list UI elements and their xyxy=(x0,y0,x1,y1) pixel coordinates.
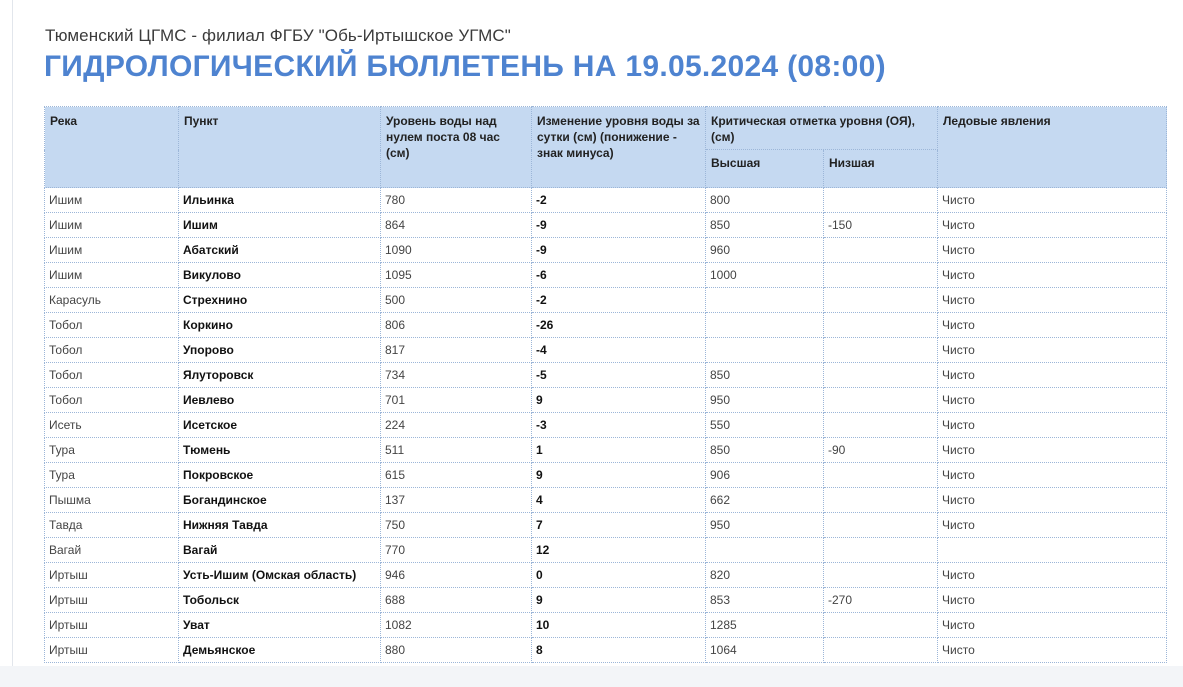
col-header-level: Уровень воды над нулем поста 08 час (см) xyxy=(381,107,532,188)
cell-level: 806 xyxy=(381,313,532,338)
cell-level: 1090 xyxy=(381,238,532,263)
cell-low: -90 xyxy=(824,438,938,463)
table-row xyxy=(45,338,1167,363)
table-body xyxy=(45,188,1167,663)
cell-ice xyxy=(938,538,1167,563)
cell-change: 8 xyxy=(532,638,706,663)
cell-river: Ишим xyxy=(45,188,179,213)
cell-point: Коркино xyxy=(179,313,381,338)
table-row xyxy=(45,363,1167,388)
cell-point: Ильинка xyxy=(179,188,381,213)
cell-low xyxy=(824,388,938,413)
col-header-ice: Ледовые явления xyxy=(938,107,1167,188)
cell-point: Абатский xyxy=(179,238,381,263)
cell-point: Ишим xyxy=(179,213,381,238)
cell-ice: Чисто xyxy=(938,213,1167,238)
cell-level: 500 xyxy=(381,288,532,313)
table-row xyxy=(45,588,1167,613)
cell-river: Иртыш xyxy=(45,563,179,588)
cell-high xyxy=(706,538,824,563)
cell-level: 880 xyxy=(381,638,532,663)
cell-point: Упорово xyxy=(179,338,381,363)
cell-ice: Чисто xyxy=(938,388,1167,413)
cell-high xyxy=(706,288,824,313)
page-bottom-band xyxy=(0,666,1183,687)
cell-change: 12 xyxy=(532,538,706,563)
cell-high: 820 xyxy=(706,563,824,588)
cell-high: 1285 xyxy=(706,613,824,638)
cell-ice: Чисто xyxy=(938,463,1167,488)
cell-high: 906 xyxy=(706,463,824,488)
cell-river: Тобол xyxy=(45,388,179,413)
col-header-change: Изменение уровня воды за сутки (см) (понижение - знак минуса) xyxy=(532,107,706,188)
cell-level: 750 xyxy=(381,513,532,538)
cell-high: 800 xyxy=(706,188,824,213)
cell-ice: Чисто xyxy=(938,263,1167,288)
cell-ice: Чисто xyxy=(938,363,1167,388)
cell-ice: Чисто xyxy=(938,613,1167,638)
cell-high: 950 xyxy=(706,513,824,538)
cell-level: 615 xyxy=(381,463,532,488)
cell-change: -2 xyxy=(532,288,706,313)
col-header-critical-low: Низшая xyxy=(824,150,938,188)
cell-low xyxy=(824,338,938,363)
cell-change: -9 xyxy=(532,213,706,238)
cell-level: 1095 xyxy=(381,263,532,288)
cell-level: 511 xyxy=(381,438,532,463)
cell-level: 1082 xyxy=(381,613,532,638)
cell-high: 853 xyxy=(706,588,824,613)
cell-low xyxy=(824,613,938,638)
cell-river: Карасуль xyxy=(45,288,179,313)
cell-level: 864 xyxy=(381,213,532,238)
cell-point: Усть-Ишим (Омская область) xyxy=(179,563,381,588)
cell-high: 550 xyxy=(706,413,824,438)
cell-point: Стрехнино xyxy=(179,288,381,313)
cell-change: -4 xyxy=(532,338,706,363)
table-row xyxy=(45,413,1167,438)
cell-point: Ялуторовск xyxy=(179,363,381,388)
table-row xyxy=(45,538,1167,563)
cell-ice: Чисто xyxy=(938,338,1167,363)
cell-change: 9 xyxy=(532,588,706,613)
cell-high: 850 xyxy=(706,213,824,238)
cell-low xyxy=(824,638,938,663)
col-header-point: Пункт xyxy=(179,107,381,188)
cell-level: 688 xyxy=(381,588,532,613)
cell-low xyxy=(824,363,938,388)
cell-high xyxy=(706,313,824,338)
cell-change: 4 xyxy=(532,488,706,513)
cell-level: 946 xyxy=(381,563,532,588)
col-header-critical-high: Высшая xyxy=(706,150,824,188)
cell-point: Исетское xyxy=(179,413,381,438)
table-row xyxy=(45,563,1167,588)
cell-level: 817 xyxy=(381,338,532,363)
cell-point: Уват xyxy=(179,613,381,638)
cell-river: Иртыш xyxy=(45,613,179,638)
cell-river: Вагай xyxy=(45,538,179,563)
table-row xyxy=(45,288,1167,313)
cell-change: 10 xyxy=(532,613,706,638)
cell-low xyxy=(824,538,938,563)
cell-change: 9 xyxy=(532,388,706,413)
page-subtitle: Тюменский ЦГМС - филиал ФГБУ "Обь-Иртышское УГМС" xyxy=(45,26,511,45)
cell-point: Тюмень xyxy=(179,438,381,463)
table-row xyxy=(45,388,1167,413)
table-header xyxy=(45,107,1167,188)
cell-point: Покровское xyxy=(179,463,381,488)
cell-river: Пышма xyxy=(45,488,179,513)
cell-change: -6 xyxy=(532,263,706,288)
cell-point: Богандинское xyxy=(179,488,381,513)
cell-ice: Чисто xyxy=(938,488,1167,513)
cell-point: Иевлево xyxy=(179,388,381,413)
cell-high: 850 xyxy=(706,363,824,388)
left-divider xyxy=(12,0,13,687)
cell-river: Ишим xyxy=(45,213,179,238)
table-row xyxy=(45,438,1167,463)
col-header-river: Река xyxy=(45,107,179,188)
cell-change: 7 xyxy=(532,513,706,538)
cell-change: 0 xyxy=(532,563,706,588)
cell-point: Вагай xyxy=(179,538,381,563)
cell-point: Демьянское xyxy=(179,638,381,663)
cell-level: 137 xyxy=(381,488,532,513)
cell-low xyxy=(824,513,938,538)
table-row xyxy=(45,513,1167,538)
cell-ice: Чисто xyxy=(938,438,1167,463)
cell-ice: Чисто xyxy=(938,188,1167,213)
cell-high: 1064 xyxy=(706,638,824,663)
bulletin-table xyxy=(44,106,1167,663)
cell-low xyxy=(824,263,938,288)
cell-river: Тобол xyxy=(45,363,179,388)
table-row xyxy=(45,613,1167,638)
cell-change: -26 xyxy=(532,313,706,338)
cell-low xyxy=(824,188,938,213)
cell-ice: Чисто xyxy=(938,638,1167,663)
cell-low xyxy=(824,313,938,338)
cell-low xyxy=(824,488,938,513)
cell-high: 950 xyxy=(706,388,824,413)
table-row xyxy=(45,263,1167,288)
cell-change: 9 xyxy=(532,463,706,488)
cell-river: Тура xyxy=(45,438,179,463)
table-row xyxy=(45,188,1167,213)
cell-low: -150 xyxy=(824,213,938,238)
cell-ice: Чисто xyxy=(938,238,1167,263)
cell-point: Нижняя Тавда xyxy=(179,513,381,538)
cell-ice: Чисто xyxy=(938,513,1167,538)
cell-river: Иртыш xyxy=(45,638,179,663)
col-header-critical: Критическая отметка уровня (ОЯ), (см) xyxy=(706,107,938,150)
cell-river: Иртыш xyxy=(45,588,179,613)
cell-change: -9 xyxy=(532,238,706,263)
cell-river: Тавда xyxy=(45,513,179,538)
cell-level: 780 xyxy=(381,188,532,213)
cell-river: Ишим xyxy=(45,238,179,263)
cell-river: Тура xyxy=(45,463,179,488)
cell-change: 1 xyxy=(532,438,706,463)
cell-change: -2 xyxy=(532,188,706,213)
cell-ice: Чисто xyxy=(938,313,1167,338)
table-row xyxy=(45,238,1167,263)
cell-ice: Чисто xyxy=(938,413,1167,438)
cell-point: Викулово xyxy=(179,263,381,288)
cell-ice: Чисто xyxy=(938,588,1167,613)
table-row xyxy=(45,638,1167,663)
cell-high: 1000 xyxy=(706,263,824,288)
cell-change: -3 xyxy=(532,413,706,438)
cell-level: 224 xyxy=(381,413,532,438)
table-row xyxy=(45,213,1167,238)
cell-low xyxy=(824,563,938,588)
cell-ice: Чисто xyxy=(938,563,1167,588)
cell-river: Исеть xyxy=(45,413,179,438)
cell-river: Тобол xyxy=(45,313,179,338)
cell-low xyxy=(824,463,938,488)
cell-level: 734 xyxy=(381,363,532,388)
table-row xyxy=(45,463,1167,488)
cell-high: 662 xyxy=(706,488,824,513)
table-row xyxy=(45,488,1167,513)
page-title: ГИДРОЛОГИЧЕСКИЙ БЮЛЛЕТЕНЬ НА 19.05.2024 (08:00) xyxy=(44,50,886,83)
cell-low: -270 xyxy=(824,588,938,613)
cell-high: 960 xyxy=(706,238,824,263)
cell-low xyxy=(824,413,938,438)
cell-point: Тобольск xyxy=(179,588,381,613)
cell-change: -5 xyxy=(532,363,706,388)
cell-level: 701 xyxy=(381,388,532,413)
cell-low xyxy=(824,238,938,263)
cell-river: Ишим xyxy=(45,263,179,288)
cell-level: 770 xyxy=(381,538,532,563)
table-row xyxy=(45,313,1167,338)
cell-low xyxy=(824,288,938,313)
bulletin-table-wrapper xyxy=(44,106,1166,663)
cell-high: 850 xyxy=(706,438,824,463)
cell-high xyxy=(706,338,824,363)
cell-ice: Чисто xyxy=(938,288,1167,313)
cell-river: Тобол xyxy=(45,338,179,363)
